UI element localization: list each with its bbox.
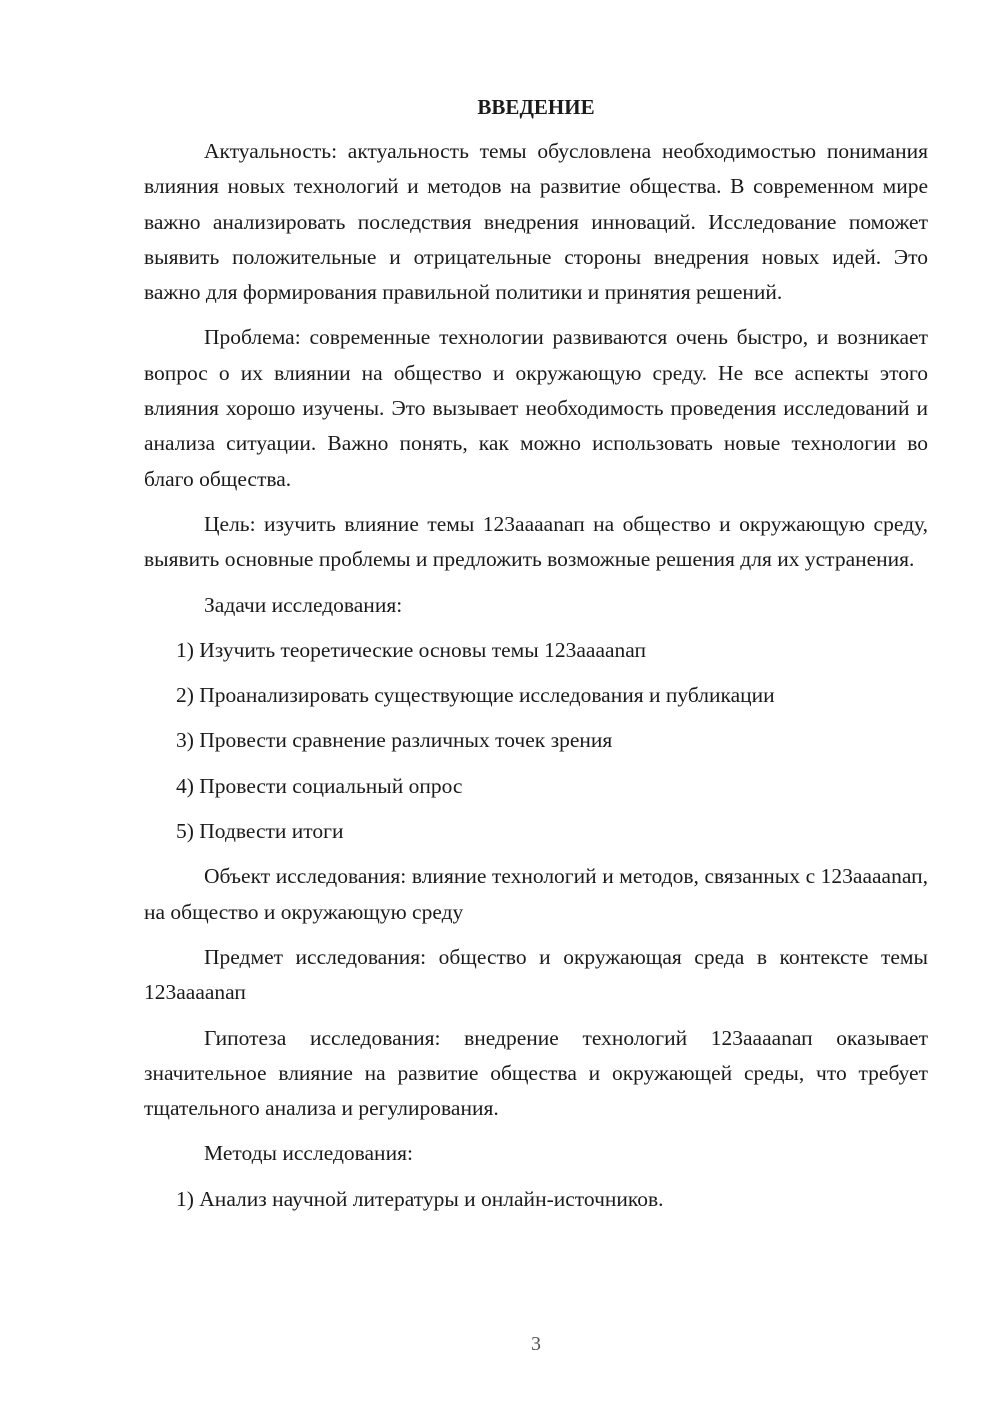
object-paragraph: Объект исследования: влияние технологий и методов, связанных с 123ааааnап, на общество и окружающую среду [144,864,928,924]
page-content [144,92,928,1227]
section-heading: ВВЕДЕНИЕ [477,95,595,119]
page-number: 3 [531,1333,541,1355]
task-item: 3) Провести сравнение различных точек зрения [176,728,613,753]
subject-paragraph: Предмет исследования: общество и окружающая среда в контексте темы 123ааааnап [144,944,928,1005]
tasks-title: Задачи исследования: [204,592,403,617]
hypothesis-paragraph: Гипотеза исследования: внедрение технологий 123ааааnап оказывает значительное влияние на развитие общества и окружающей среды, что требует тщательного анализа и регулирования. [144,1025,928,1121]
goal-paragraph: Цель: изучить влияние темы 123ааааnап на общество и окружающую среду, выявить основные проблемы и предложить возможные решения для их устранения. [144,511,928,572]
task-item: 2) Проанализировать существующие исследования и публикации [176,683,775,708]
task-item: 4) Провести социальный опрос [176,773,463,798]
task-item: 1) Изучить теоретические основы темы 123ааааnап [176,637,647,662]
task-item: 5) Подвести итоги [176,819,344,844]
methods-title: Методы исследования: [204,1141,413,1166]
problem-paragraph: Проблема: современные технологии развиваются очень быстро, и возникает вопрос о их влиянии на общество и окружающую среду. Не все аспекты этого влияния хорошо изучены. Это вызывает необходимость проведения исследований и анализа ситуации. Важно понять, как можно использовать новые технологии во благо общества. [144,325,928,491]
relevance-paragraph: Актуальность: актуальность темы обусловлена необходимостью понимания влияния новых технологий и методов на развитие общества. В современном мире важно анализировать последствия внедрения инноваций. Исследование поможет выявить положительные и отрицательные стороны внедрения новых идей. Это важно для формирования правильной политики и принятия решений. [144,139,928,305]
method-item: 1) Анализ научной литературы и онлайн-источников. [176,1186,664,1211]
